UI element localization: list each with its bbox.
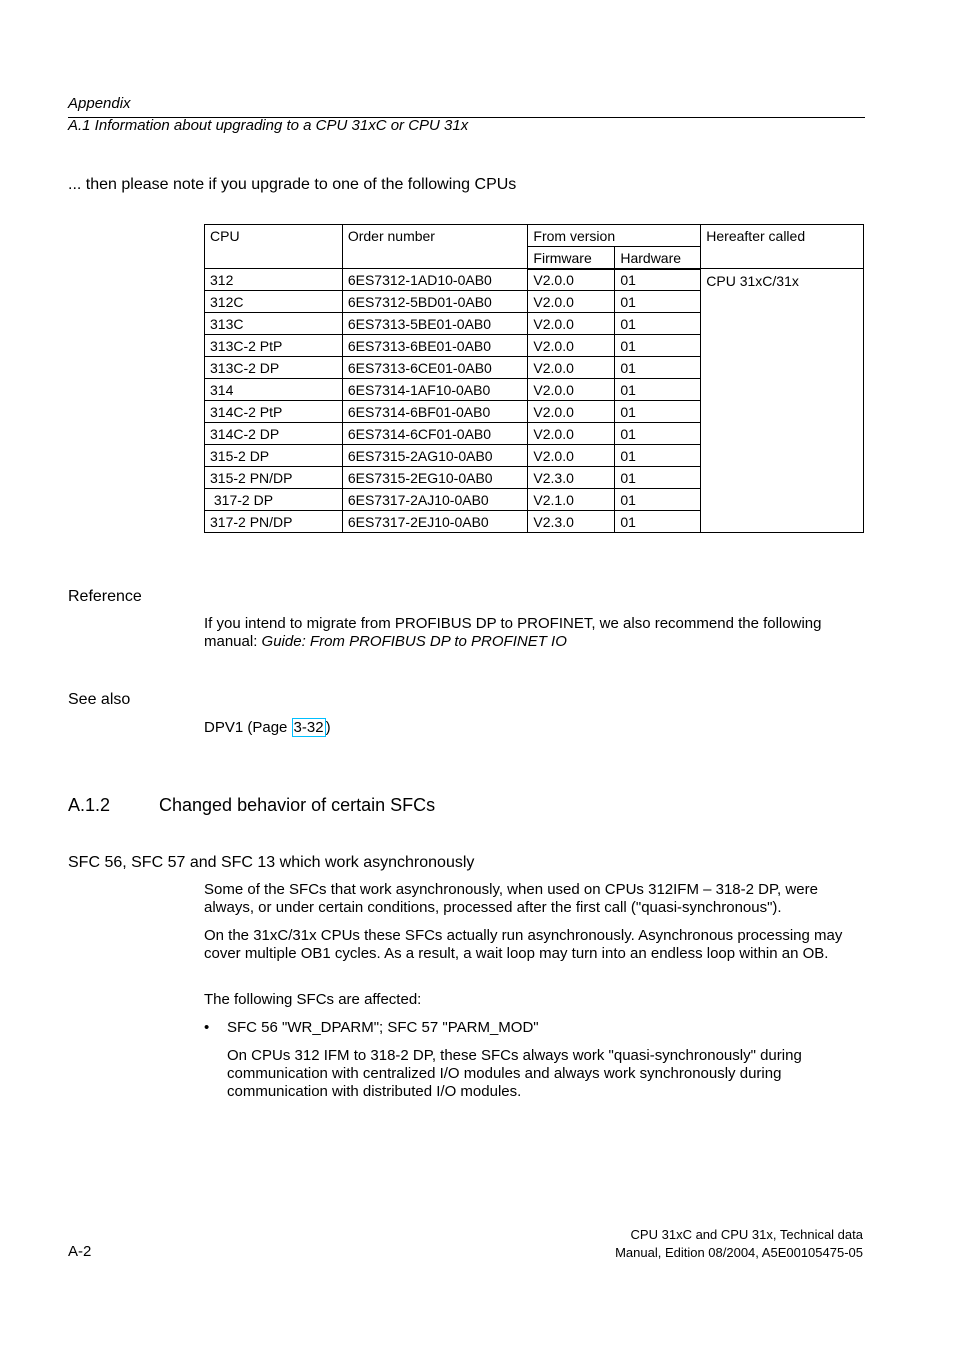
header-section: A.1 Information about upgrading to a CPU 31xC or CPU 31x [68, 117, 469, 134]
page-link[interactable]: 3-32 [293, 719, 324, 736]
table-row [205, 269, 864, 291]
cell-hardware: 01 [615, 401, 701, 423]
reference-heading: Reference [68, 588, 142, 605]
cell-firmware: V2.3.0 [528, 511, 615, 533]
bullet-text: SFC 56 "WR_DPARM"; SFC 57 "PARM_MOD" [227, 1019, 539, 1036]
cell-firmware: V2.0.0 [528, 445, 615, 467]
cell-order-number: 6ES7315-2AG10-0AB0 [342, 445, 528, 467]
reference-paragraph [204, 615, 866, 651]
sfc-paragraph-2: On the 31xC/31x CPUs these SFCs actually run asynchronously. Asynchronous processing may cover multiple OB1 cycles. As a result, a wait loop may turn into an endless loop within an OB. [204, 927, 843, 962]
cell-order-number: 6ES7314-1AF10-0AB0 [342, 379, 528, 401]
cell-cpu: 315-2 DP [205, 445, 343, 467]
reference-text: If you intend to migrate from PROFIBUS DP to PROFINET, we also recommend the following manual: [204, 615, 822, 650]
cell-hardware: 01 [615, 269, 701, 291]
cell-cpu: 317-2 PN/DP [205, 511, 343, 533]
cell-hereafter-called: CPU 31xC/31x [701, 269, 864, 533]
cell-hardware: 01 [615, 313, 701, 335]
cell-hardware: 01 [615, 445, 701, 467]
cell-firmware: V2.0.0 [528, 357, 615, 379]
footer-edition: Manual, Edition 08/2004, A5E00105475-05 [615, 1245, 863, 1260]
cpu-table [204, 224, 864, 533]
cell-order-number: 6ES7317-2EJ10-0AB0 [342, 511, 528, 533]
cell-cpu: 315-2 PN/DP [205, 467, 343, 489]
lead-text: ... then please note if you upgrade to one of the following CPUs [68, 176, 517, 193]
see-also-suffix: ) [325, 719, 331, 736]
sfc-paragraph-3: The following SFCs are affected: [204, 991, 422, 1008]
section-title: Changed behavior of certain SFCs [159, 795, 436, 815]
section-number: A.1.2 [68, 795, 111, 815]
bullet-mark: • [204, 1019, 210, 1036]
cell-order-number: 6ES7315-2EG10-0AB0 [342, 467, 528, 489]
cell-hardware: 01 [615, 511, 701, 533]
col-header-firmware: Firmware [528, 247, 615, 269]
header-chapter: Appendix [68, 95, 131, 112]
cell-cpu: 313C-2 DP [205, 357, 343, 379]
reference-manual: Guide: From PROFIBUS DP to PROFINET IO [261, 633, 567, 650]
cell-order-number: 6ES7313-6CE01-0AB0 [342, 357, 528, 379]
col-header-hereafter: Hereafter called [701, 225, 864, 269]
cell-hardware: 01 [615, 291, 701, 313]
cell-firmware: V2.0.0 [528, 269, 615, 291]
cell-firmware: V2.0.0 [528, 423, 615, 445]
sfc-heading: SFC 56, SFC 57 and SFC 13 which work asynchronously [68, 854, 475, 871]
cell-firmware: V2.1.0 [528, 489, 615, 511]
footer-title: CPU 31xC and CPU 31x, Technical data [630, 1227, 863, 1242]
cell-cpu: 312 [205, 269, 343, 291]
cell-hardware: 01 [615, 357, 701, 379]
page-number: A-2 [68, 1243, 92, 1260]
cell-hardware: 01 [615, 467, 701, 489]
cell-cpu: 312C [205, 291, 343, 313]
cell-firmware: V2.0.0 [528, 313, 615, 335]
cell-order-number: 6ES7314-6CF01-0AB0 [342, 423, 528, 445]
cell-hardware: 01 [615, 423, 701, 445]
see-also-line [204, 719, 866, 737]
header-rule [68, 117, 865, 118]
cell-cpu: 314 [205, 379, 343, 401]
cell-order-number: 6ES7313-5BE01-0AB0 [342, 313, 528, 335]
cell-cpu: 314C-2 DP [205, 423, 343, 445]
cell-firmware: V2.0.0 [528, 335, 615, 357]
cell-order-number: 6ES7314-6BF01-0AB0 [342, 401, 528, 423]
see-also-prefix: DPV1 (Page [204, 719, 292, 736]
cell-order-number: 6ES7312-1AD10-0AB0 [342, 269, 528, 291]
cell-firmware: V2.0.0 [528, 401, 615, 423]
col-header-order: Order number [342, 225, 528, 269]
col-header-cpu: CPU [205, 225, 343, 269]
cell-firmware: V2.0.0 [528, 291, 615, 313]
cell-firmware: V2.3.0 [528, 467, 615, 489]
cell-hardware: 01 [615, 379, 701, 401]
cell-cpu: 313C-2 PtP [205, 335, 343, 357]
cell-order-number: 6ES7317-2AJ10-0AB0 [342, 489, 528, 511]
bullet-paragraph: On CPUs 312 IFM to 318-2 DP, these SFCs always work "quasi-synchronously" during communication with centralized I/O modules and always work synchronously during communication with distributed I/O modules. [227, 1047, 802, 1100]
cell-firmware: V2.0.0 [528, 379, 615, 401]
cell-hardware: 01 [615, 489, 701, 511]
cell-cpu: 313C [205, 313, 343, 335]
bullet-item [204, 1019, 539, 1036]
section-heading [68, 795, 435, 816]
col-header-from-version: From version [528, 225, 701, 247]
cpu-table-body [205, 269, 864, 533]
see-also-heading: See also [68, 691, 131, 708]
cell-order-number: 6ES7312-5BD01-0AB0 [342, 291, 528, 313]
cell-cpu: 317-2 DP [205, 489, 343, 511]
cell-order-number: 6ES7313-6BE01-0AB0 [342, 335, 528, 357]
cell-cpu: 314C-2 PtP [205, 401, 343, 423]
col-header-hardware: Hardware [615, 247, 701, 269]
sfc-paragraph-1: Some of the SFCs that work asynchronously, when used on CPUs 312IFM – 318-2 DP, were always, or under certain conditions, processed after the first call ("quasi-synchronous"). [204, 881, 818, 916]
cell-hardware: 01 [615, 335, 701, 357]
